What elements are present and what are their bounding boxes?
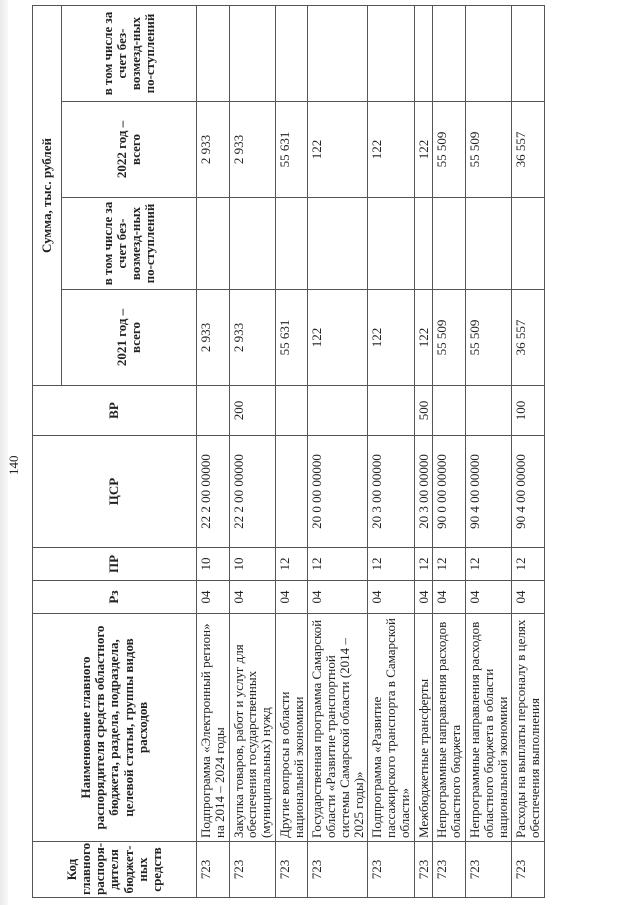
cell-2022-total: 55 509 <box>433 102 466 198</box>
cell-name: Закупка товаров, работ и услуг для обеспечения государственных (муниципальных) нужд <box>229 614 275 842</box>
header-2021-total: 2021 год – всего <box>62 290 197 386</box>
page-number: 140 <box>6 455 21 475</box>
cell-pr: 12 <box>275 548 308 581</box>
cell-vr <box>433 386 466 436</box>
cell-2022-total: 55 631 <box>275 102 308 198</box>
cell-2021-free <box>229 198 275 290</box>
cell-csr: 90 0 00 00000 <box>433 436 466 548</box>
cell-2022-free <box>368 6 414 102</box>
cell-2021-free <box>466 198 512 290</box>
header-row <box>33 6 62 898</box>
cell-vr: 100 <box>512 386 545 436</box>
cell-rz: 04 <box>466 581 512 614</box>
cell-name: Непрограммные направления расходов областного бюджета в области национальной экономики <box>466 614 512 842</box>
cell-csr: 22 2 00 00000 <box>229 436 275 548</box>
cell-rz: 04 <box>308 581 368 614</box>
cell-2022-free <box>512 6 545 102</box>
cell-name: Непрограммные направления расходов областного бюджета <box>433 614 466 842</box>
cell-csr: 90 4 00 00000 <box>512 436 545 548</box>
cell-2022-free <box>229 6 275 102</box>
table-row <box>433 6 466 898</box>
table-row <box>466 6 512 898</box>
cell-2021-total: 55 509 <box>433 290 466 386</box>
cell-pr: 12 <box>414 548 433 581</box>
table-row <box>414 6 433 898</box>
cell-code: 723 <box>308 842 368 898</box>
cell-name: Другие вопросы в области национальной экономики <box>275 614 308 842</box>
cell-code: 723 <box>512 842 545 898</box>
header-vr: ВР <box>33 386 197 436</box>
cell-vr <box>275 386 308 436</box>
cell-2022-free <box>414 6 433 102</box>
cell-pr: 12 <box>512 548 545 581</box>
cell-code: 723 <box>197 842 230 898</box>
cell-2021-total: 55 509 <box>466 290 512 386</box>
table-row <box>275 6 308 898</box>
cell-vr <box>466 386 512 436</box>
cell-2021-total: 122 <box>414 290 433 386</box>
cell-vr <box>308 386 368 436</box>
cell-vr <box>197 386 230 436</box>
cell-name: Государственная программа Самарской области «Развитие транспортной системы Самарской области (2014 – 2025 годы)» <box>308 614 368 842</box>
cell-vr: 500 <box>414 386 433 436</box>
cell-2022-total: 2 933 <box>197 102 230 198</box>
cell-2021-free <box>433 198 466 290</box>
cell-pr: 12 <box>308 548 368 581</box>
cell-name: Межбюджетные трансферты <box>414 614 433 842</box>
table-row <box>368 6 414 898</box>
cell-2021-total: 122 <box>308 290 368 386</box>
table-row <box>308 6 368 898</box>
cell-2022-total: 2 933 <box>229 102 275 198</box>
cell-csr: 20 0 00 00000 <box>308 436 368 548</box>
cell-2021-total: 36 557 <box>512 290 545 386</box>
cell-2021-free <box>275 198 308 290</box>
cell-rz: 04 <box>368 581 414 614</box>
cell-code: 723 <box>229 842 275 898</box>
cell-2022-free <box>466 6 512 102</box>
cell-code: 723 <box>433 842 466 898</box>
header-sum: Сумма, тыс. рублей <box>33 6 62 386</box>
header-2022-total: 2022 год – всего <box>62 102 197 198</box>
cell-name: Подпрограмма «Электронный регион» на 2014 – 2024 годы <box>197 614 230 842</box>
cell-2022-total: 122 <box>308 102 368 198</box>
cell-2022-free <box>433 6 466 102</box>
header-pr: ПР <box>33 548 197 581</box>
cell-vr: 200 <box>229 386 275 436</box>
cell-2022-free <box>275 6 308 102</box>
cell-2022-total: 122 <box>368 102 414 198</box>
cell-2021-total: 122 <box>368 290 414 386</box>
cell-csr: 20 3 00 00000 <box>414 436 433 548</box>
cell-rz: 04 <box>197 581 230 614</box>
cell-2022-free <box>197 6 230 102</box>
cell-pr: 12 <box>368 548 414 581</box>
cell-code: 723 <box>368 842 414 898</box>
cell-name: Расходы на выплаты персоналу в целях обеспечения выполнения <box>512 614 545 842</box>
header-rz: Рз <box>33 581 197 614</box>
header-csr: ЦСР <box>33 436 197 548</box>
header-name: Наименование главного распорядителя средств областного бюджета, раздела, подраздела, целевой статьи, группы видов расходов <box>33 614 197 842</box>
cell-2021-total: 2 933 <box>197 290 230 386</box>
cell-rz: 04 <box>229 581 275 614</box>
cell-rz: 04 <box>512 581 545 614</box>
header-2022-free: в том числе за счет без-возмезд-ных по-ступлений <box>62 6 197 102</box>
cell-rz: 04 <box>275 581 308 614</box>
cell-rz: 04 <box>414 581 433 614</box>
cell-csr: 22 2 00 00000 <box>197 436 230 548</box>
table-row <box>512 6 545 898</box>
cell-2021-free <box>512 198 545 290</box>
cell-rz: 04 <box>433 581 466 614</box>
cell-code: 723 <box>414 842 433 898</box>
cell-pr: 12 <box>466 548 512 581</box>
table-row <box>229 6 275 898</box>
header-2021-free: в том числе за счет без-возмезд-ных по-ступлений <box>62 198 197 290</box>
cell-code: 723 <box>466 842 512 898</box>
cell-2022-total: 55 509 <box>466 102 512 198</box>
cell-2021-free <box>197 198 230 290</box>
cell-2021-free <box>414 198 433 290</box>
cell-2022-total: 36 557 <box>512 102 545 198</box>
cell-2021-free <box>308 198 368 290</box>
cell-csr: 90 4 00 00000 <box>466 436 512 548</box>
cell-code: 723 <box>275 842 308 898</box>
cell-name: Подпрограмма «Развитие пассажирского транспорта в Самарской области» <box>368 614 414 842</box>
budget-table <box>32 5 545 898</box>
cell-2021-free <box>368 198 414 290</box>
cell-2021-total: 2 933 <box>229 290 275 386</box>
header-code: Код главного распоря-дителя бюджет-ных средств <box>33 842 197 898</box>
cell-2021-total: 55 631 <box>275 290 308 386</box>
cell-2022-free <box>308 6 368 102</box>
cell-pr: 10 <box>229 548 275 581</box>
cell-pr: 12 <box>433 548 466 581</box>
cell-csr: 20 3 00 00000 <box>368 436 414 548</box>
table-row <box>197 6 230 898</box>
cell-pr: 10 <box>197 548 230 581</box>
cell-2022-total: 122 <box>414 102 433 198</box>
cell-vr <box>368 386 414 436</box>
cell-csr <box>275 436 308 548</box>
